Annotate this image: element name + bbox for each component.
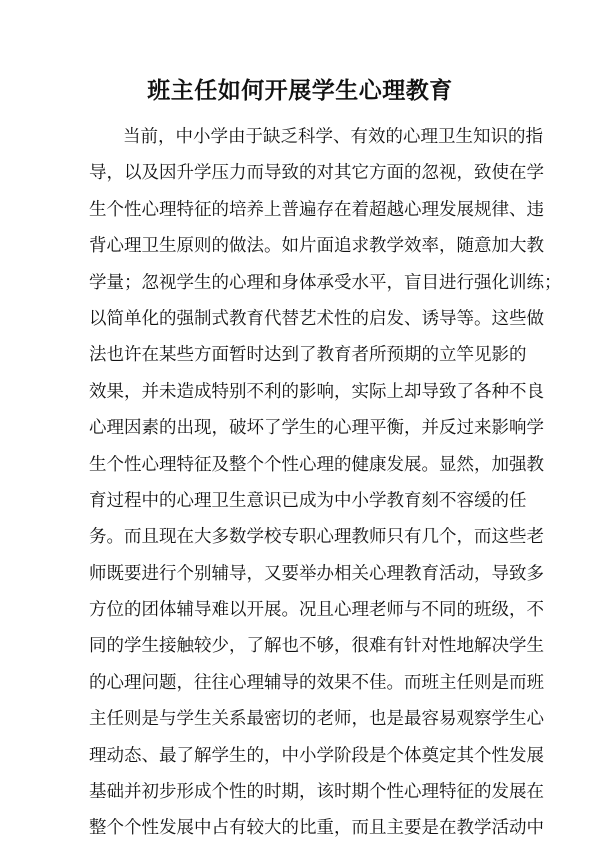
paragraph-line: 心理因素的出现，破坏了学生的心理平衡，并反过来影响学 [89, 418, 544, 439]
paragraph-line: 同的学生接触较少，了解也不够，很难有针对性地解决学生 [89, 636, 544, 657]
paragraph-line: 以简单化的强制式教育代替艺术性的启发、诱导等。这些做 [89, 308, 544, 329]
paragraph-line: 生个性心理特征的培养上普遍存在着超越心理发展规律、违 [89, 199, 544, 220]
paragraph-line: 法也许在某些方面暂时达到了教育者所预期的立竿见影的 [89, 345, 527, 366]
paragraph-line: 背心理卫生原则的做法。如片面追求教学效率，随意加大教 [89, 236, 544, 257]
paragraph-line: 当前，中小学由于缺乏科学、有效的心理卫生知识的指 [123, 127, 543, 147]
paragraph-line: 生个性心理特征及整个个性心理的健康发展。显然，加强教 [89, 454, 544, 475]
paragraph-line: 基础并初步形成个性的时期，该时期个性心理特征的发展在 [89, 782, 544, 803]
document-title: 班主任如何开展学生心理教育 [147, 77, 453, 104]
paragraph-line: 的心理问题，往往心理辅导的效果不佳。而班主任则是而班 [89, 672, 544, 693]
paragraph-line: 效果，并未造成特别不利的影响，实际上却导致了各种不良 [89, 381, 544, 402]
paragraph-line: 整个个性发展中占有较大的比重，而且主要是在教学活动中 [89, 818, 544, 839]
paragraph-line: 学量；忽视学生的心理和身体承受水平，盲目进行强化训练； [89, 272, 562, 293]
paragraph-line: 方位的团体辅导难以开展。况且心理老师与不同的班级，不 [89, 600, 544, 621]
paragraph-line: 育过程中的心理卫生意识已成为中小学教育刻不容缓的任 [89, 490, 527, 511]
paragraph-line: 务。而且现在大多数学校专职心理教师只有几个，而这些老 [89, 527, 544, 548]
document-body [89, 119, 562, 847]
paragraph-line: 主任则是与学生关系最密切的老师，也是最容易观察学生心 [89, 709, 544, 730]
paragraph-line: 导，以及因升学压力而导致的对其它方面的忽视，致使在学 [89, 163, 544, 184]
paragraph-line: 理动态、最了解学生的，中小学阶段是个体奠定其个性发展 [89, 745, 544, 766]
paragraph-line: 师既要进行个别辅导，又要举办相关心理教育活动，导致多 [89, 563, 544, 584]
